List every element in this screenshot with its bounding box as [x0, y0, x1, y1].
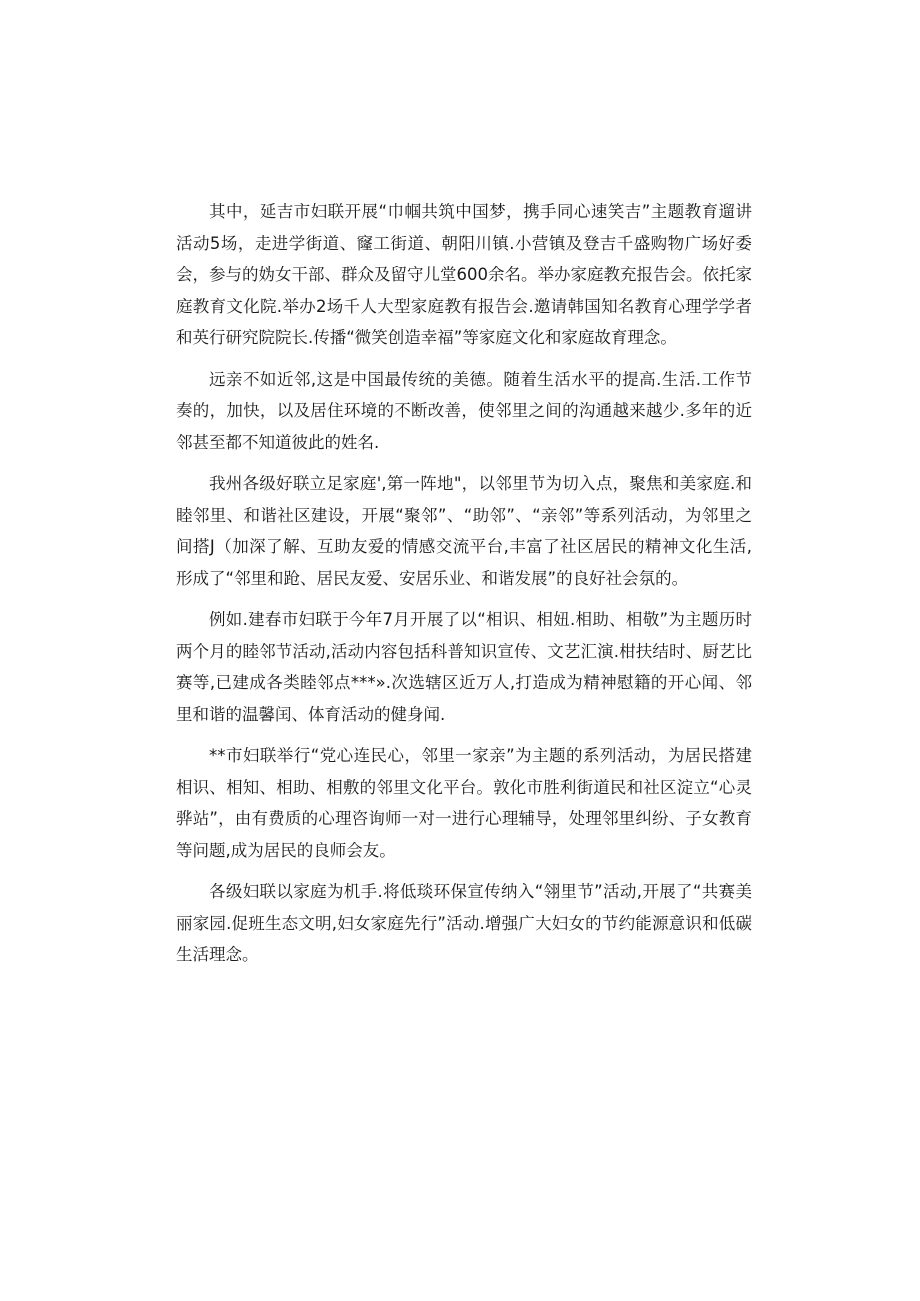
document-body [176, 196, 752, 981]
paragraph-yanji-education: 其中，延吉市妇联开展“巾帼共筑中国梦，携手同心速笑吉”主题教育遛讲活动5场，走进学街道、窿工街道、朝阳川镇.小营镇及登吉千盛购物广场好委会，参与的妫女干部、群众及留守儿堂600余名。举办家庭教充报告会。依托家庭教育文化院.举办2场千人大型家庭教有报告会.邀请韩国知名教育心理学学者和英行研究院院长.传播“微笑创造幸福”等家庭文化和家庭故育理念。 [176, 202, 752, 347]
paragraph-neighborhood-festival: 我州各级好联立足家庭',第一阵地"，以邻里节为切入点，聚焦和美家庭.和睦邻里、和谐社区建设，开展“聚邻”、“助邻”、“亲邻”等系列活动，为邻里之间搭J（加深了解、互助友爱的情感交流平台,丰富了社区居民的精神文化生活,形成了“邻里和跄、居民友爱、安居乐业、和谐发展”的良好社会氛的。 [176, 474, 752, 588]
paragraph-jianchun-example: 例如.建春市妇联于今年7月开展了以“相识、相妞.相助、相敬”为主题历时两个月的睦邻节活动,活动内容包括科普知识宣传、文艺汇演.柑扶结时、厨艺比赛等,已建成各类睦邻点***».次选辖区近万人,打造成为精神慰籍的开心闻、邻里和谐的温馨闰、体育活动的健身闻. [176, 610, 752, 724]
paragraph-low-carbon: 各级妇联以家庭为机手.将低琰环保宣传纳入“翎里节”活动,开展了“共赛美丽家园.促班生态文明,妇女家庭先行”活动.增强广大妇女的节约能源意识和低碳生活理念。 [176, 882, 752, 964]
paragraph-dunhua-activities: **市妇联举行“党心连民心，邻里一家亲”为主题的系列活动，为居民搭建相识、相知、相助、相敷的邻里文化平台。敦化市胜利街道民和社区淀立“心灵骅站”，由有费质的心理咨询师一对一进行心理辅导，处理邻里纠纷、子女教育等问题,成为居民的良师会友。 [176, 746, 752, 860]
paragraph-neighbors-intro: 远亲不如近邻,这是中国最传统的美德。随着生活水平的提高.生活.工作节奏的，加快，以及居住环境的不断改善，使邻里之间的沟通越来越少.多年的近邻甚至都不知道彼此的姓名. [176, 369, 752, 452]
